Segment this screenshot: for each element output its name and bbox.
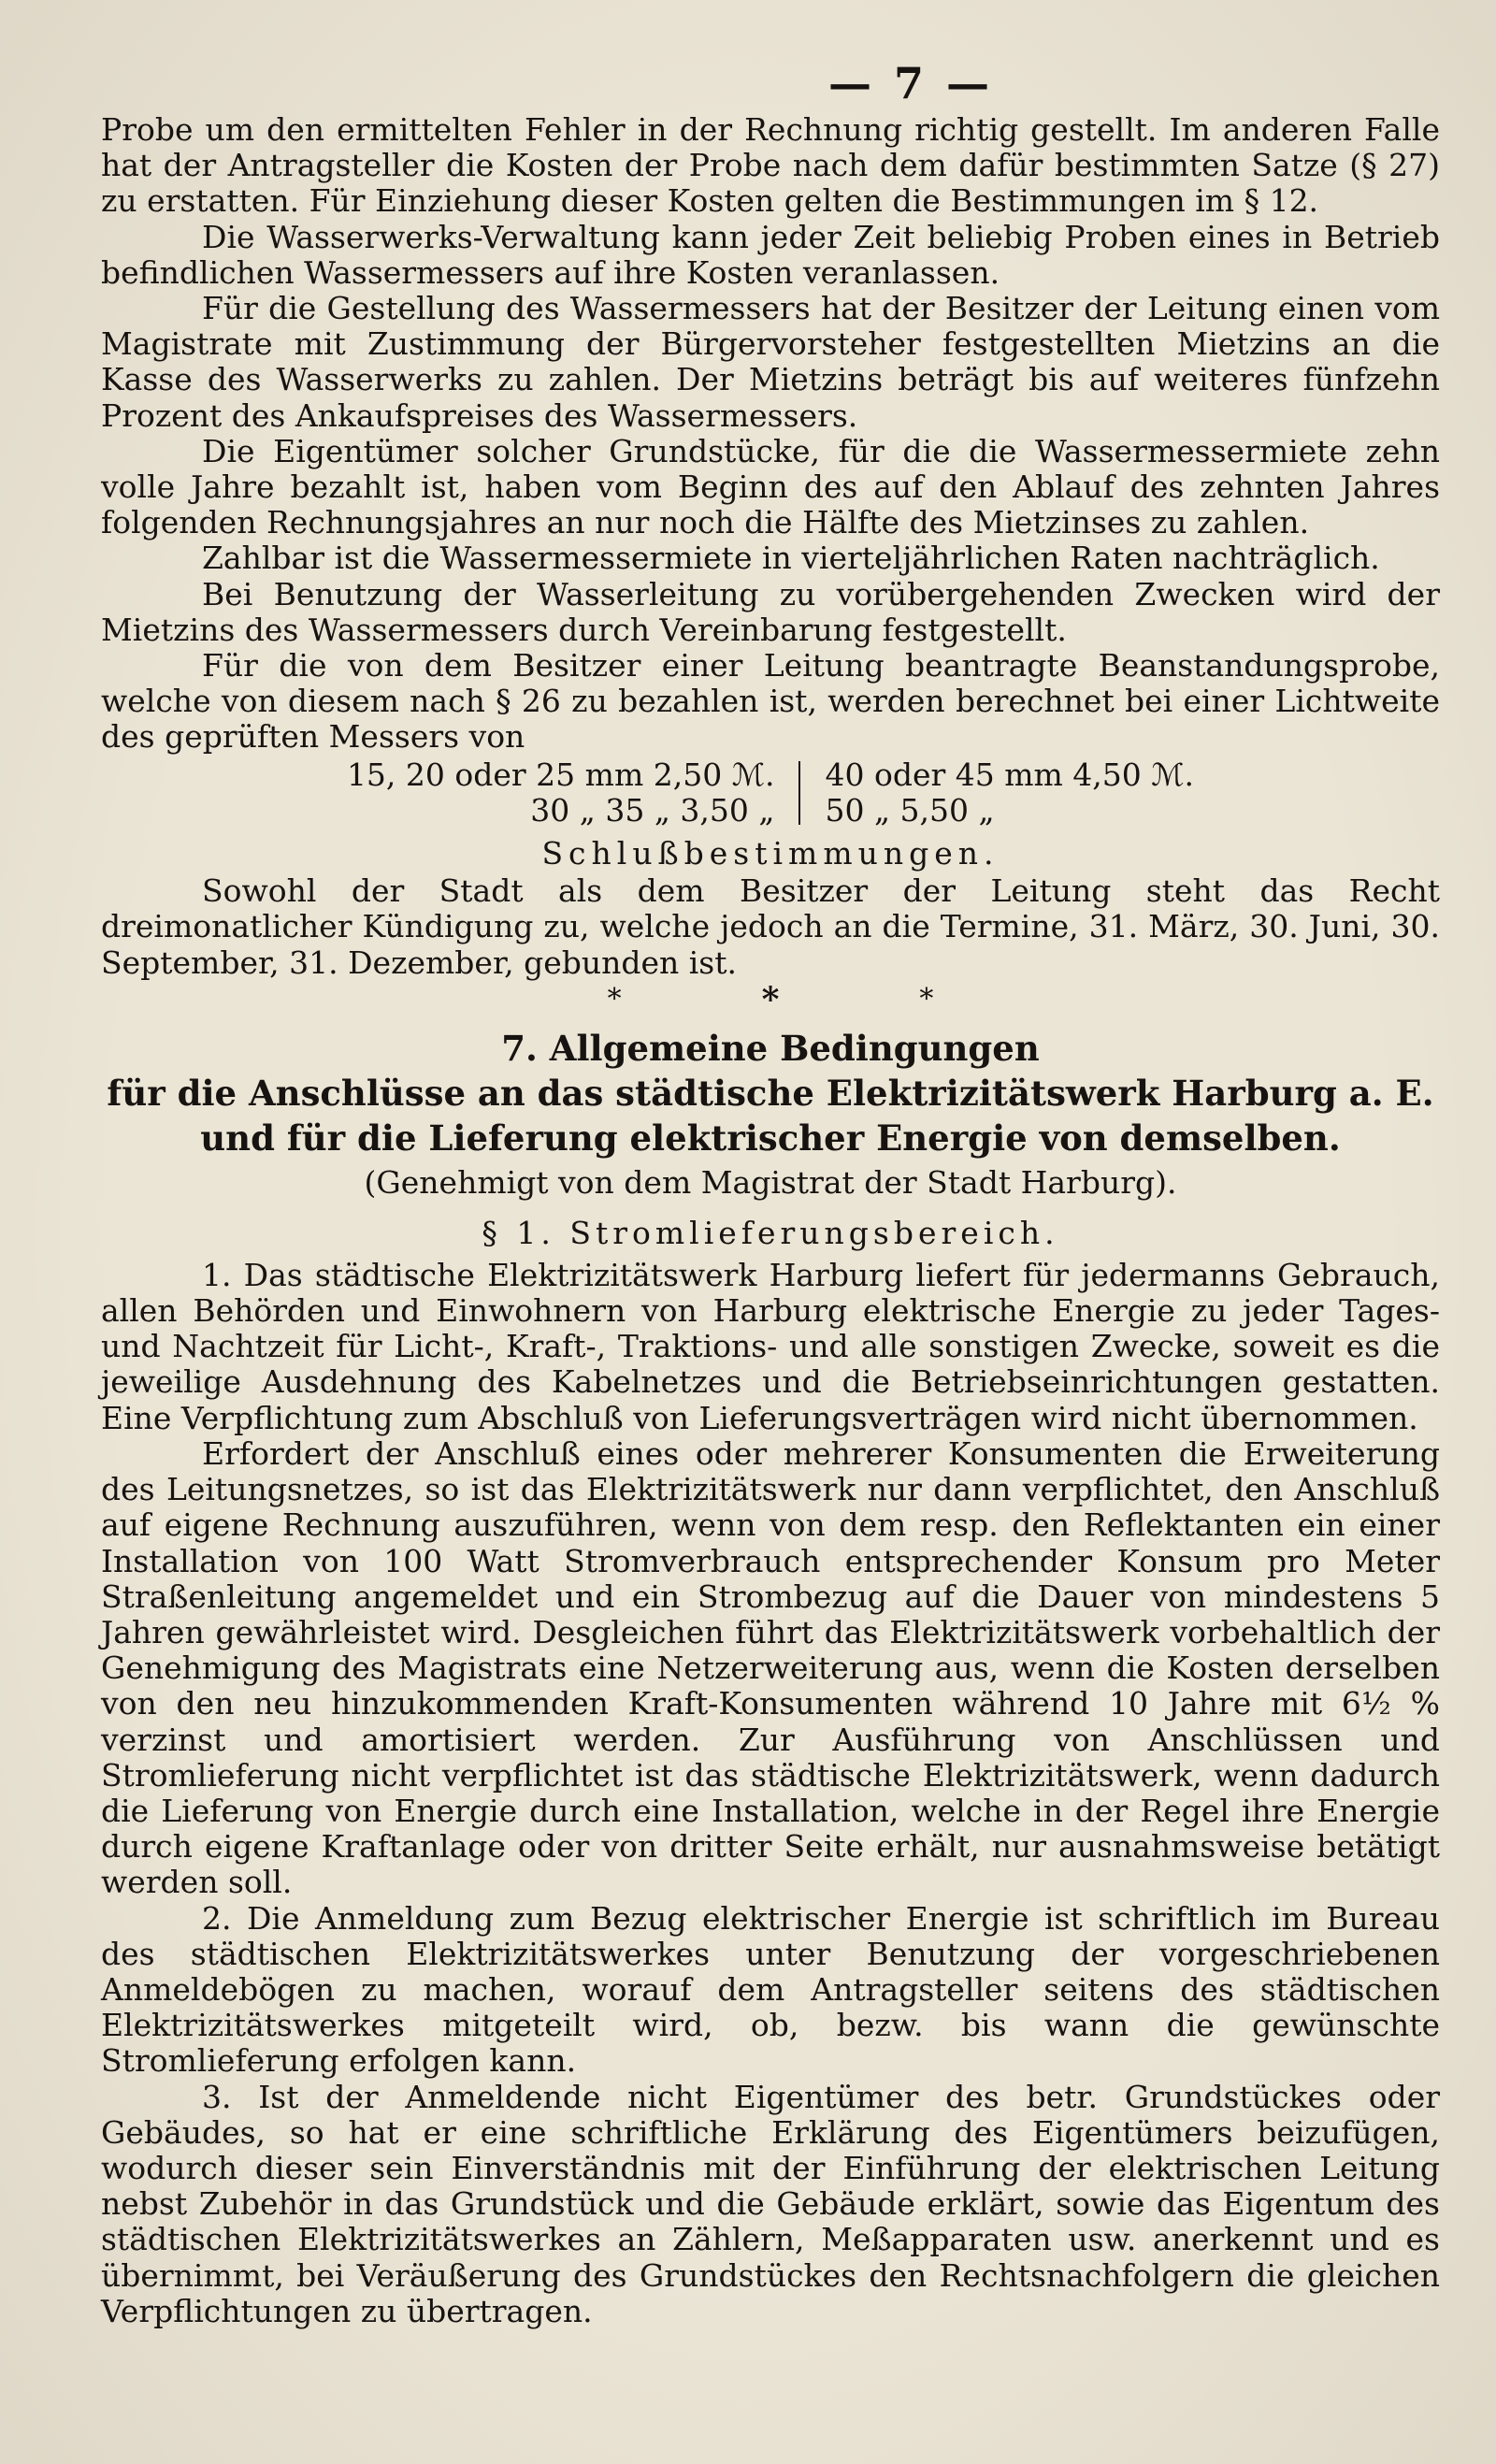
section-heading-final-provisions: Schlußbestimmungen.	[541, 835, 1000, 872]
paragraph: Probe um den ermittelten Fehler in der Rechnung richtig gestellt. Im anderen Falle hat der Antragsteller die Kosten der Probe nach dem dafür bestimmten Satze (§ 27) zu erstatten. Für Einziehung dieser Kosten gelten die Bestimmungen im § 12.	[101, 111, 1440, 220]
asterism-divider	[101, 981, 1440, 1018]
chapter-heading-line: und für die Lieferung elektrischer Energie von demselben.	[200, 1117, 1341, 1159]
paragraph: Bei Benutzung der Wasserleitung zu vorübergehenden Zwecken wird der Mietzins des Wassermessers durch Vereinbarung festgestellt.	[101, 575, 1440, 648]
page-number: — 7 —	[827, 58, 994, 108]
section-title: § 1. Stromlieferungsbereich.	[482, 1214, 1059, 1251]
paragraph: 2. Die Anmeldung zum Bezug elektrischer Energie ist schriftlich im Bureau des städtischen Elektrizitätswerkes unter Benutzung der vorgeschriebenen Anmeldebögen zu machen, worauf dem Antragsteller seitens des städtischen Elektrizitätswerkes mitgeteilt wird, ob, bezw. bis wann die gewünschte Stromlieferung erfolgen kann.	[101, 1899, 1440, 2080]
paragraph: Die Eigentümer solcher Grundstücke, für die die Wassermessermiete zehn volle Jahre bezahlt ist, haben vom Beginn des auf den Ablauf des zehnten Jahres folgenden Rechnungsjahres an nur noch die Hälfte des Mietzinses zu zahlen.	[101, 432, 1440, 541]
chapter-heading-line: für die Anschlüsse an das städtische Elektrizitätswerk Harburg a. E.	[107, 1072, 1434, 1114]
paragraph: 1. Das städtische Elektrizitätswerk Harburg liefert für jedermanns Gebrauch, allen Behörden und Einwohnern von Harburg elektrische Energie zu jeder Tages- und Nachtzeit für Licht-, Kraft-, Traktions- und alle sonstigen Zwecke, soweit es die jeweilige Ausdehnung des Kabelnetzes und die Betriebseinrichtungen gestatten. Eine Verpflichtung zum Abschluß von Lieferungsverträgen wird nicht übernommen.	[101, 1256, 1440, 1436]
approval-note: (Genehmigt von dem Magistrat der Stadt Harburg).	[364, 1163, 1177, 1201]
chapter-heading	[101, 1026, 1440, 1160]
paragraph: 3. Ist der Anmeldende nicht Eigentümer des betr. Grundstückes oder Gebäudes, so hat er eine schriftliche Erklärung des Eigentümers beizufügen, wodurch dieser sein Einverständnis mit der Einführung der elektrischen Leitung nebst Zubehör in das Grundstück und die Gebäude erklärt, sowie das Eigentum des städtischen Elektrizitätswerkes an Zählern, Meßapparaten usw. anerkennt und es übernimmt, bei Veräußerung des Grundstückes den Rechtsnachfolgern die gleichen Verpflichtungen zu übertragen.	[101, 2078, 1440, 2329]
paragraph: Sowohl der Stadt als dem Besitzer der Leitung steht das Recht dreimonatlicher Kündigung zu, welche jedoch an die Termine, 31. März, 30. Juni, 30. September, 31. Dezember, gebunden ist.	[101, 872, 1440, 981]
fee-table-left	[323, 757, 799, 829]
asterisk: *	[607, 982, 622, 1016]
asterisk: *	[919, 982, 934, 1016]
fee-row: 15, 20 oder 25 mm 2,50 ℳ.	[346, 756, 775, 793]
fee-row: 30 „ 35 „ 3,50 „	[530, 791, 775, 829]
asterisk: *	[761, 979, 780, 1019]
chapter-heading-line: 7. Allgemeine Bedingungen	[501, 1027, 1040, 1069]
paragraph: Für die von dem Besitzer einer Leitung beantragte Beanstandungsprobe, welche von diesem nach § 26 zu bezahlen ist, werden berechnet bei einer Lichtweite des geprüften Messers von	[101, 647, 1440, 756]
paragraph: Erfordert der Anschluß eines oder mehrerer Konsumenten die Erweiterung des Leitungsnetzes, so ist das Elektrizitätswerk nur dann verpflichtet, den Anschluß auf eigene Rechnung auszuführen, wenn von dem resp. den Reflektanten ein einer Installation von 100 Watt Stromverbrauch entsprechender Konsum pro Meter Straßenleitung angemeldet und ein Strombezug auf die Dauer von mindestens 5 Jahren gewährleistet wird. Desgleichen führt das Elektrizitätswerk vorbehaltlich der Genehmigung des Magistrats eine Netzerweiterung aus, wenn die Kosten derselben von den neu hinzukommenden Kraft-Konsumenten während 10 Jahre mit 6½ % verzinst und amortisiert werden. Zur Ausführung von Anschlüssen und Stromlieferung nicht verpflichtet ist das städtische Elektrizitätswerk, wenn dadurch die Lieferung von Energie durch eine Installation, welche in der Regel ihre Energie durch eigene Kraftanlage oder von dritter Seite erhält, nur ausnahmsweise betätigt werden soll.	[101, 1434, 1440, 1901]
paragraph: Die Wasserwerks-Verwaltung kann jeder Zeit beliebig Proben eines in Betrieb befindlichen Wassermessers auf ihre Kosten veranlassen.	[101, 218, 1440, 291]
paragraph: Für die Gestellung des Wassermessers hat der Besitzer der Leitung einen vom Magistrate mit Zustimmung der Bürgervorsteher festgestellten Mietzins an die Kasse des Wasserwerks zu zahlen. Der Mietzins beträgt bis auf weiteres fünfzehn Prozent des Ankaufspreises des Wassermessers.	[101, 290, 1440, 434]
fee-row: 50 „ 5,50 „	[825, 791, 995, 829]
fee-table	[101, 757, 1440, 829]
fee-row: 40 oder 45 mm 4,50 ℳ.	[825, 756, 1195, 793]
body-text	[101, 112, 1440, 2329]
fee-table-right	[800, 757, 1218, 829]
paragraph: Zahlbar ist die Wassermessermiete in vierteljährlichen Raten nachträglich.	[202, 540, 1380, 577]
